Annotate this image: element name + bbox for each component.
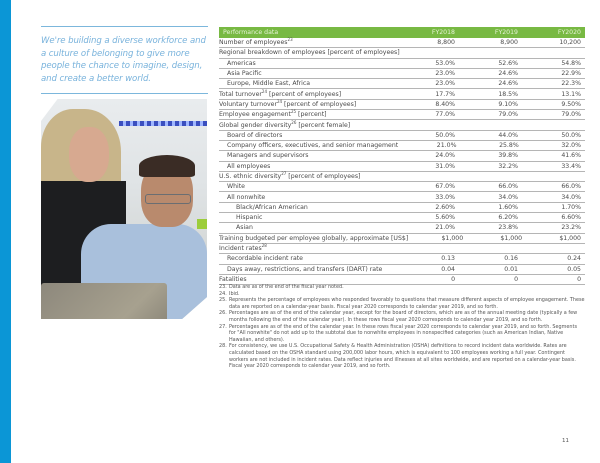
footnote-number: 23. [219, 284, 227, 290]
header-year-fy2018: FY2018 [431, 29, 455, 36]
footnote-text: Ibid. [229, 290, 240, 297]
cell-fy2020: $1,000 [559, 234, 581, 242]
footnote-number: 28. [219, 343, 227, 350]
row-label [219, 119, 396, 129]
table-row [219, 172, 585, 182]
table-row [219, 151, 585, 161]
table-row [219, 182, 585, 192]
cell-fy2018: 67.0% [435, 183, 455, 191]
table-header [219, 27, 585, 38]
cell-fy2019: 24.6% [498, 80, 518, 88]
cell-fy2019: 0 [514, 275, 518, 283]
footnote-text: Represents the percentage of employees who responded favorably to questions that measure different aspects of employee engagement. These data are reported on a calendar-year basis. Fiscal year 2020 corresponds to calendar year 2019, and so forth. [229, 297, 585, 310]
table-row [219, 69, 585, 79]
row-label [219, 70, 396, 77]
footnote-item [219, 297, 585, 310]
footnote-ref: 23 [287, 37, 293, 43]
row-label-text: Regional breakdown of employees [percent of employees] [219, 49, 400, 57]
row-label-text: Voluntary turnover [219, 100, 277, 108]
cell-fy2018: 24.0% [435, 152, 455, 160]
cell-fy2018: 8.40% [435, 100, 455, 108]
cell-fy2019: 25.8% [499, 142, 519, 150]
table-row [219, 48, 585, 58]
cell-fy2020: 54.8% [561, 59, 581, 67]
footnote-number: 27. [219, 323, 227, 330]
row-label [219, 163, 396, 170]
cell-fy2020: 1.70% [561, 203, 581, 211]
row-label [219, 235, 408, 242]
row-label [219, 183, 396, 190]
cell-fy2018: 23.0% [435, 80, 455, 88]
cell-fy2019: 23.8% [498, 224, 518, 232]
cell-fy2019: 0.01 [504, 265, 518, 273]
row-label [219, 214, 396, 221]
table-row [219, 89, 585, 99]
table-row [219, 100, 585, 110]
row-label [219, 194, 396, 201]
row-label-text: All employees [227, 162, 271, 170]
row-label-text: U.S. ethnic diversity [219, 173, 282, 180]
table-body [219, 38, 585, 285]
table-row [219, 131, 585, 141]
left-accent-bar [0, 0, 11, 463]
footnote-text: Percentages are as of the end of the calendar year. In these rows fiscal year 2020 corresponds to calendar year 2019, and so forth. Segments for "All nonwhite" do not add up to the subtotal due to nonwhite employees in nonspecified categories (such as American Indian, Native Hawaiian, and others). [229, 323, 577, 343]
table-row [219, 110, 585, 120]
cell-fy2018: 0 [451, 275, 455, 283]
cell-fy2019: 6.20% [498, 214, 518, 222]
row-label-text: Managers and supervisors [227, 152, 309, 160]
cell-fy2020: 22.9% [561, 70, 581, 78]
row-label [219, 39, 396, 46]
table-row [219, 141, 585, 151]
page-number: 11 [562, 438, 569, 444]
row-label-text: Europe, Middle East, Africa [227, 80, 311, 88]
row-label [219, 142, 398, 149]
cell-fy2018: 53.0% [435, 59, 455, 67]
cell-fy2019: 39.8% [498, 152, 518, 160]
footnote-ref: 24 [261, 88, 268, 94]
table-row [219, 120, 585, 130]
cell-fy2018: 21.0% [435, 224, 455, 232]
cell-fy2019: 1.60% [498, 203, 518, 211]
row-label [219, 60, 396, 67]
table-row [219, 162, 585, 172]
row-label [219, 204, 396, 211]
cell-fy2020: 23.2% [561, 224, 581, 232]
row-label-text: Number of employees [219, 39, 288, 47]
footnote-item [219, 284, 585, 291]
cell-fy2020: 22.3% [561, 80, 581, 88]
row-label-unit: [percent] [296, 111, 327, 119]
row-label [219, 266, 396, 273]
cell-fy2019: 34.0% [498, 193, 518, 201]
row-label-text: All nonwhite [227, 193, 266, 201]
cell-fy2019: 79.0% [498, 111, 518, 119]
row-label-text: Global gender diversity [219, 121, 292, 129]
table-row [219, 223, 585, 233]
row-label [219, 245, 396, 252]
cell-fy2018: $1,000 [441, 234, 464, 242]
cell-fy2018: 8,800 [437, 39, 455, 47]
cell-fy2020: 50.0% [561, 131, 581, 139]
cell-fy2019: 32.2% [498, 162, 518, 170]
row-label-unit: [percent of employees] [286, 173, 361, 180]
row-label-text: Company officers, executives, and senior management [227, 142, 399, 150]
quote-text: We're building a diverse workforce and a culture of belonging to give more people the chance to imagine, design, and create a better world. [41, 36, 206, 84]
table-row [219, 38, 585, 48]
table-row [219, 244, 585, 254]
row-label-text: Hispanic [236, 214, 263, 222]
cell-fy2019: 8,900 [500, 39, 518, 47]
performance-data-table [219, 27, 585, 285]
row-label [219, 255, 396, 262]
quote-bottom-rule [41, 93, 208, 94]
header-year-fy2020: FY2020 [557, 29, 581, 36]
footnote-item [219, 310, 585, 323]
table-row [219, 203, 585, 213]
footnote-ref: 27 [281, 170, 287, 176]
table-row [219, 192, 585, 202]
cell-fy2020: 0.24 [567, 255, 581, 263]
row-label [219, 132, 396, 139]
footnote-ref: 25 [290, 109, 297, 115]
footnote-text: Percentages are as of the end of the calendar year, except for the board of directors, which are as of the annual meeting date (typically a few months following the end of the calendar year). In these rows fiscal year 2020 corresponds to calendar year 2019, and so forth. [229, 310, 578, 323]
table-row [219, 59, 585, 69]
row-label-text: Board of directors [227, 131, 283, 139]
pull-quote [41, 26, 208, 94]
table-row [219, 254, 585, 264]
cell-fy2020: 66.0% [561, 183, 581, 191]
cell-fy2019: $1,000 [500, 234, 523, 242]
cell-fy2018: 77.0% [435, 111, 455, 119]
footnote-ref: 24 [277, 98, 283, 104]
footnote-number: 26. [219, 310, 227, 317]
footnote-text: For consistency, we use U.S. Occupational Safety & Health Administration (OSHA) definitions to record incident data worldwide. Rates are calculated based on the OSHA standard using 200,000 labor hours, which is equivalent to 100 employees working a full year. Contingent workers are not included in incident rates. Data reflect injuries and illnesses at all sites worldwide, and are reported on a calendar-year basis. Fiscal year 2020 corresponds to calendar year 2019, and so forth. [229, 343, 576, 370]
row-label [219, 98, 396, 108]
cell-fy2018: 0.04 [441, 265, 455, 273]
row-label-text: Asia Pacific [227, 70, 262, 78]
cell-fy2019: 0.16 [504, 255, 518, 263]
cell-fy2018: 31.0% [435, 162, 455, 170]
cell-fy2018: 33.0% [435, 193, 455, 201]
cell-fy2019: 24.6% [498, 70, 518, 78]
cell-fy2018: 23.0% [435, 70, 455, 78]
footnote-item [219, 343, 585, 369]
row-label-unit: [percent of employees] [282, 100, 357, 108]
row-label [219, 80, 396, 87]
table-row [219, 213, 585, 223]
cell-fy2018: 50.0% [435, 131, 455, 139]
cell-fy2020: 6.60% [561, 214, 581, 222]
cell-fy2018: 2.60% [435, 203, 455, 211]
cell-fy2020: 34.0% [561, 193, 581, 201]
table-row [219, 265, 585, 275]
cell-fy2020: 32.0% [561, 142, 581, 150]
cell-fy2020: 79.0% [561, 111, 581, 119]
footnote-ref: 28 [261, 243, 267, 249]
cell-fy2020: 9.50% [561, 100, 581, 108]
cell-fy2020: 33.4% [561, 162, 581, 170]
row-label-text: Incident rates [219, 245, 262, 253]
header-label: Performance data [223, 29, 279, 36]
footnote-ref: 26 [291, 119, 297, 125]
employees-photo [41, 99, 207, 319]
cell-fy2020: 10,200 [559, 39, 581, 47]
row-label-text: Black/African American [236, 203, 308, 211]
footnote-number: 25. [219, 297, 227, 304]
cell-fy2018: 21.0% [436, 142, 457, 150]
footnote-item [219, 324, 585, 344]
row-label [219, 170, 396, 180]
cell-fy2019: 44.0% [498, 131, 518, 139]
table-row [219, 234, 585, 244]
row-label-text: Employee engagement [219, 111, 291, 119]
cell-fy2018: 5.60% [435, 214, 455, 222]
cell-fy2020: 13.1% [561, 90, 581, 98]
header-year-fy2019: FY2019 [494, 29, 518, 36]
cell-fy2020: 41.6% [561, 152, 581, 160]
footnote-text: Data are as of the end of the fiscal year noted. [229, 284, 344, 290]
row-label-text: Americas [227, 59, 256, 67]
row-label [219, 111, 396, 118]
table-row [219, 79, 585, 89]
footnote-number: 24. [219, 290, 227, 297]
cell-fy2019: 66.0% [498, 183, 518, 191]
row-label-unit: [percent of employees] [267, 90, 342, 98]
cell-fy2020: 0 [577, 275, 581, 283]
footnote-item [219, 291, 585, 298]
row-label [219, 224, 396, 231]
row-label [219, 49, 400, 56]
cell-fy2018: 0.13 [441, 255, 455, 263]
row-label [219, 152, 396, 159]
cell-fy2018: 17.7% [435, 90, 455, 98]
row-label [219, 88, 396, 98]
footnotes [219, 284, 585, 370]
row-label-unit: [percent female] [296, 121, 351, 129]
row-label-text: Days away, restrictions, and transfers (DART) rate [227, 265, 383, 273]
cell-fy2019: 52.6% [498, 59, 518, 67]
cell-fy2019: 9.10% [498, 100, 518, 108]
row-label-text: Fatalities [219, 275, 247, 283]
cell-fy2020: 0.05 [567, 265, 581, 273]
row-label-text: White [227, 183, 245, 191]
row-label-text: Asian [236, 224, 253, 232]
cell-fy2019: 18.5% [498, 90, 518, 98]
row-label-text: Training budgeted per employee globally, approximate [US$] [219, 234, 409, 242]
row-label [219, 276, 396, 283]
row-label-text: Recordable incident rate [227, 255, 303, 263]
row-label-text: Total turnover [219, 90, 262, 98]
